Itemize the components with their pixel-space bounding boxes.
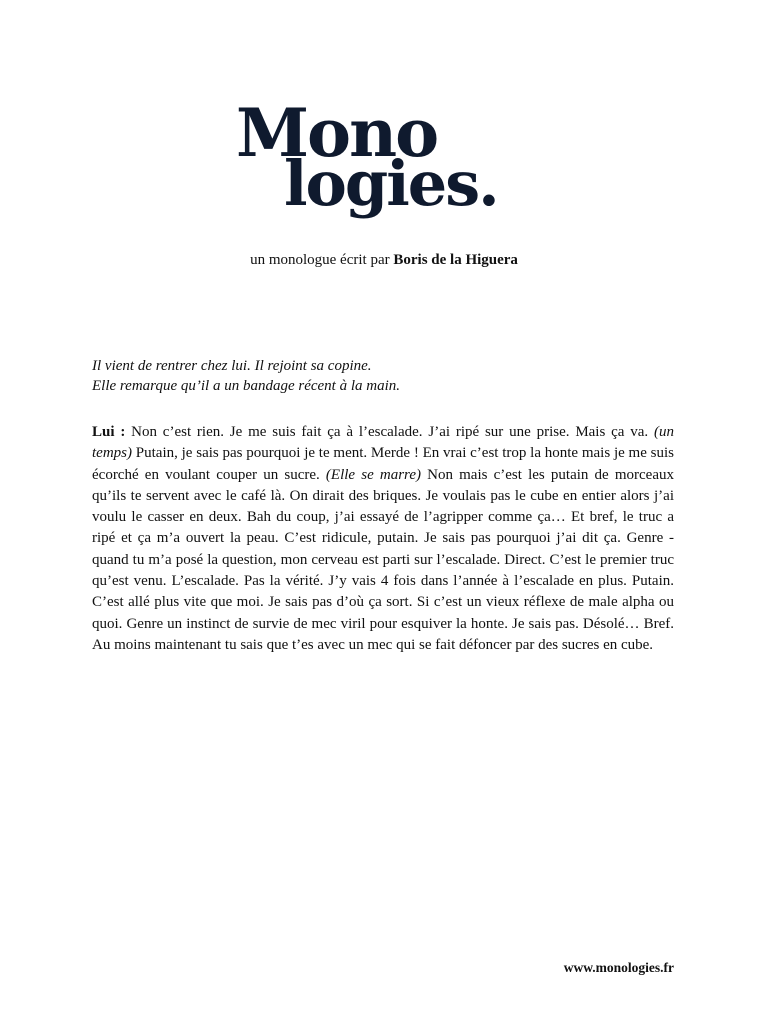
byline-prefix: un monologue écrit par [250, 252, 390, 268]
logo-line-1: Mono [236, 94, 438, 172]
monologue-part: Putain, je sais pas pourquoi je te ment. Merde ! En vrai c’est trop la honte mais je me suis écorché en voulant couper un sucre. [92, 445, 674, 483]
monologue-part: Non c’est rien. Je me suis fait ça à l’escalade. J’ai ripé sur une prise. Mais ça va. [125, 424, 654, 440]
monologies-logo [236, 94, 536, 230]
stage-direction-line: Il vient de rentrer chez lui. Il rejoint sa copine. [92, 358, 372, 374]
stage-aside: (Elle se marre) [325, 466, 421, 483]
stage-aside: (un temps) [92, 424, 674, 462]
logo-line-2: logies. [284, 147, 498, 220]
website-link[interactable]: www.monologies.fr [563, 960, 674, 975]
monologue-part: Non mais c’est les putain de morceaux qu’ils te servent avec le café là. On dirait des briques. Je voulais pas le cube en entier alors j’ai voulu le casser en deux. Bah du coup, j’ai essayé de l’agripper comme ça… Et bref, le truc a ripé et ça m’a ouvert la peau. C’est ridicule, putain. Je sais pas pourquoi j’ai dit ça. Genre - quand tu m’a posé la question, mon cerveau est parti sur l’escalade. Direct. C’est le premier truc qu’est venu. L’escalade. Pas la vérité. J’y vais 4 fois dans l’année à l’escalade en plus. Putain. C’est allé plus vite que moi. Je sais pas d’où ça sort. Si c’est un vieux réflexe de male alpha ou quoi. Genre un instinct de survie de mec viril pour esquiver la honte. Je sais pas. Désolé… Bref. Au moins maintenant tu sais que t’es avec un mec qui se fait défoncer par des sucres en cube. [92, 466, 674, 653]
monologue-text [92, 422, 674, 656]
speaker-label: Lui : [92, 424, 126, 440]
author-name: Boris de la Higuera [393, 252, 518, 268]
stage-directions [92, 356, 674, 396]
byline [0, 252, 768, 269]
stage-direction-line: Elle remarque qu’il a un bandage récent à la main. [92, 378, 400, 394]
